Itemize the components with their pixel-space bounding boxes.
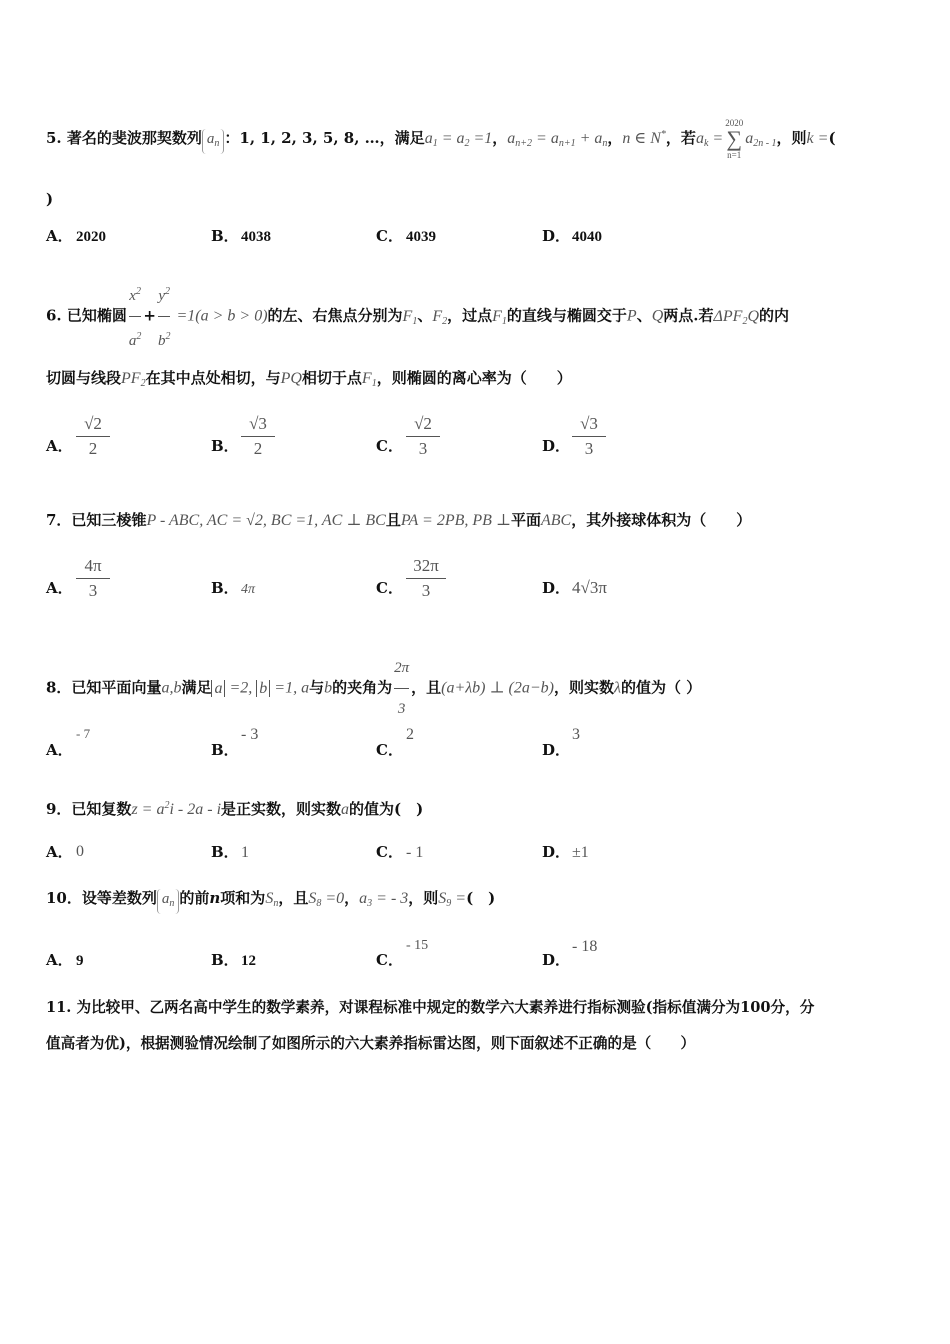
- q5-open-paren: (: [828, 129, 836, 147]
- q6-options: [46, 414, 906, 464]
- option-value: 4039: [406, 229, 436, 245]
- option-value: 2: [406, 726, 414, 743]
- q5-rhs: =1: [469, 130, 493, 147]
- option-value: - 18: [572, 938, 598, 955]
- q5-rec-r1-sub: n+1: [558, 138, 576, 149]
- q6-x-fraction: [129, 272, 142, 361]
- q7-qie: 且: [385, 511, 401, 529]
- option-value: 4√3π: [572, 578, 607, 597]
- option-label: B．: [211, 741, 239, 759]
- option-label: D．: [542, 951, 571, 969]
- q10-n: n: [209, 889, 221, 907]
- q5-k-eq: k =: [806, 130, 829, 147]
- q6-line2-b: 在其中点处相切，与: [145, 369, 281, 387]
- question-11-line2: 值高者为优)，根据测验情况绘制了如图所示的六大素养指标雷达图，则下面叙述不正确的是（ ）: [46, 1035, 696, 1052]
- q10-options: [46, 938, 906, 978]
- q10-text-e: ，则: [408, 889, 439, 907]
- q8-lambda: λ: [614, 679, 621, 697]
- option-label: A．: [46, 437, 73, 455]
- q5-terms: ：1, 1, 2, 3, 5, 8, …，满足: [224, 129, 425, 147]
- q9-text-c: 的值为( ): [349, 800, 424, 818]
- option-label: B．: [211, 843, 239, 861]
- option-label: B．: [211, 437, 239, 455]
- q5-rec-lhs-sub: n+2: [515, 138, 533, 149]
- q5-rec-r1: a: [550, 130, 559, 147]
- q9-text-b: 是正实数，则实数: [221, 800, 342, 818]
- option-value: - 15: [406, 938, 429, 953]
- question-8-stem: [46, 648, 701, 729]
- q6-q: Q: [651, 307, 664, 325]
- q5-rec-eq: =: [532, 130, 551, 147]
- q6-a-sq: 2: [136, 331, 142, 342]
- question-10-stem: [46, 888, 495, 914]
- q8-text-e: ，则实数: [554, 678, 615, 697]
- q10-paren: ( ): [466, 889, 496, 907]
- q6-line2-a: 切圆与线段: [46, 369, 122, 387]
- option-label: D．: [542, 227, 571, 245]
- option-value: 4π: [241, 582, 256, 597]
- q5-sum-term-var: a: [745, 130, 754, 147]
- q7-text-b: ，其外接球体积为（ ）: [571, 511, 752, 529]
- option-value: 9: [76, 953, 84, 969]
- q5-seq-var: a: [206, 131, 215, 147]
- q6-text-c: ，过点: [447, 306, 493, 325]
- q5-rec-r2: a: [594, 130, 603, 147]
- q10-sn: $S_n$: [265, 890, 279, 909]
- option-value: 0: [76, 843, 84, 860]
- option-fraction: $\frac{√3}{2}$: [241, 414, 275, 459]
- q5-ak: [696, 130, 723, 147]
- q5-sum-term: [745, 130, 776, 147]
- q7-options: [46, 556, 906, 606]
- q6-text-f: 的内: [759, 306, 790, 325]
- q6-p: P: [626, 307, 637, 325]
- q6-f1: $F_1$: [402, 307, 418, 327]
- option-label: C．: [376, 437, 403, 455]
- option-label: C．: [376, 951, 403, 969]
- option-label: D．: [542, 579, 571, 597]
- q10-sequence: $a_n$: [157, 889, 180, 914]
- option-label: C．: [376, 579, 403, 597]
- question-5-stem: [46, 118, 836, 160]
- q6-y-sq: 2: [165, 286, 171, 297]
- q8-text-c: 的夹角为: [332, 678, 393, 697]
- q5-ak-var: a: [695, 130, 704, 147]
- q7-pingmian: 平面: [510, 511, 541, 529]
- option-fraction: $\frac{√3}{3}$: [572, 414, 606, 459]
- option-fraction: $\frac{√2}{2}$: [76, 414, 110, 459]
- q5-eq: =: [437, 130, 457, 147]
- q8-perp: (a+λb) ⊥ (2a−b): [441, 679, 555, 697]
- option-value: 4040: [572, 229, 602, 245]
- q5-comma: ，: [492, 129, 508, 147]
- q6-f1-c: $F_1$: [361, 370, 377, 389]
- q8-options: [46, 728, 906, 768]
- option-label: A．: [46, 741, 73, 759]
- option-label: D．: [542, 843, 571, 861]
- q6-dun-2: 、: [636, 306, 652, 325]
- q10-comma: ，: [344, 889, 360, 907]
- q5-sum-symbol: ∑: [726, 126, 743, 151]
- q6-plus: +: [143, 306, 156, 325]
- option-value: 3: [572, 726, 580, 743]
- option-value: 12: [241, 953, 256, 969]
- option-fraction: $\frac{32\pi}{3}$: [406, 556, 446, 601]
- q5-text: 5. 著名的斐波那契数列: [46, 129, 202, 147]
- q5-ze: ，则: [776, 129, 807, 147]
- option-value: ±1: [572, 844, 589, 861]
- option-label: A．: [46, 227, 73, 245]
- q5-ak-eq: =: [708, 130, 724, 147]
- q5-recurrence: [507, 130, 607, 147]
- q6-line2-d: ，则椭圆的离心率为（ ）: [376, 369, 572, 387]
- q10-a3: $a_3$ = - 3: [359, 890, 409, 909]
- q9-text: 9．已知复数: [46, 800, 132, 818]
- option-label: A．: [46, 951, 73, 969]
- option-label: B．: [211, 579, 239, 597]
- q5-n-in: n ∈ N: [622, 130, 661, 147]
- question-6-stem: [46, 272, 789, 361]
- q8-ab: a,b: [161, 679, 182, 697]
- option-label: B．: [211, 227, 239, 245]
- q6-b: b: [157, 333, 166, 349]
- option-label: C．: [376, 227, 403, 245]
- q6-triangle: $\Delta PF_2Q$: [713, 307, 760, 327]
- q5-a1-sub: 1: [432, 138, 438, 149]
- q6-line2-c: 相切于点: [301, 369, 362, 387]
- q6-f2: $F_2$: [432, 307, 448, 327]
- q5-ruo: ，若: [665, 129, 696, 147]
- option-label: D．: [542, 741, 571, 759]
- q7-expr1: P - ABC, AC = √2, BC =1, AC ⊥ BC: [146, 512, 386, 529]
- q6-text-d: 的直线与椭圆交于: [506, 306, 627, 325]
- question-11-line1: 11. 为比较甲、乙两名高中学生的数学素养，对课程标准中规定的数学六大素养进行指标测验(指标值满分为100分，分: [46, 999, 815, 1016]
- q7-abc: ABC: [541, 512, 572, 529]
- q8-text: 8．已知平面向量: [46, 678, 162, 697]
- q5-a2: a: [456, 130, 465, 147]
- option-label: C．: [376, 843, 403, 861]
- q6-pf2: $PF_2$: [121, 370, 146, 389]
- q10-s8: $S_8 =0$: [308, 890, 345, 909]
- q6-text-e: 两点.若: [663, 306, 714, 325]
- option-value: 1: [241, 844, 249, 861]
- option-label: A．: [46, 843, 73, 861]
- q8-b: b: [324, 679, 333, 697]
- q6-x: x: [129, 288, 136, 304]
- q6-a: a: [128, 333, 137, 349]
- option-label: D．: [542, 437, 571, 455]
- q5-a2-sub: 2: [464, 138, 470, 149]
- option-fraction: $\frac{√2}{3}$: [406, 414, 440, 459]
- option-value: 2020: [76, 229, 106, 245]
- q10-text-b: 的前: [179, 889, 210, 907]
- q5-rec-lhs: a: [507, 130, 516, 147]
- q10-text: 10．设等差数列: [46, 889, 157, 907]
- q5-summation: [725, 118, 743, 160]
- q9-complex: $z = a^2i - 2a - i$: [131, 800, 222, 818]
- q6-b-sq: 2: [165, 331, 171, 342]
- q5-n-domain: [622, 130, 666, 147]
- q10-text-d: ，且: [278, 889, 309, 907]
- q5-initial-condition: [425, 130, 493, 147]
- q5-sequence: [202, 129, 225, 154]
- q5-sum-term-sub: 2n - 1: [753, 138, 777, 149]
- option-value: - 7: [76, 726, 91, 741]
- option-label: A．: [46, 579, 73, 597]
- q10-text-c: 项和为: [220, 889, 266, 907]
- question-9-stem: [46, 796, 423, 820]
- q8-text-b: 满足: [181, 678, 212, 697]
- q6-dun: 、: [417, 306, 433, 325]
- q5-ak-sub: k: [703, 138, 709, 149]
- q6-x-sq: 2: [135, 286, 141, 297]
- option-label: C．: [376, 741, 403, 759]
- q5-rec-r2-sub: n: [602, 138, 608, 149]
- q5-options: [46, 214, 906, 254]
- q8-angle: $\frac{2\pi}{3}$: [394, 648, 409, 729]
- q8-text-d: ，且: [411, 678, 442, 697]
- option-fraction: $\frac{4\pi}{3}$: [76, 556, 110, 601]
- q5-a1: a: [424, 130, 433, 147]
- q6-y-fraction: [158, 272, 171, 361]
- q9-a: a: [341, 801, 350, 818]
- q7-expr2: PA = 2PB, PB ⊥: [400, 512, 511, 529]
- q8-yu: 与: [309, 678, 325, 697]
- q6-pq: PQ: [280, 370, 302, 387]
- option-value: - 1: [406, 844, 424, 861]
- q6-condition: =1(a > b > 0): [172, 307, 268, 325]
- option-value: - 3: [241, 726, 259, 743]
- q5-n-star: *: [660, 129, 666, 140]
- q5-rec-plus: +: [575, 130, 595, 147]
- q8-magnitudes: a =2, b =1, a: [211, 680, 309, 697]
- q5-seq-sub: n: [214, 138, 220, 149]
- q10-s9: $S_9$ =: [438, 890, 467, 909]
- q5-comma2: ，: [607, 129, 623, 147]
- q5-sum-bottom: n=1: [727, 150, 742, 160]
- q5-sum-top: 2020: [725, 118, 744, 128]
- q6-y: y: [158, 288, 166, 304]
- q6-text-b: 的左、右焦点分别为: [267, 306, 403, 325]
- q5-close-paren: ): [46, 190, 54, 208]
- question-7-stem: [46, 510, 751, 531]
- q6-f1-b: $F_1$: [492, 307, 507, 327]
- q9-options: [46, 830, 906, 870]
- question-6-line2: [46, 368, 572, 394]
- option-value: 4038: [241, 229, 271, 245]
- q8-text-f: 的值为（ ）: [620, 678, 702, 697]
- option-label: B．: [211, 951, 239, 969]
- q6-text: 6. 已知椭圆: [46, 306, 127, 325]
- q7-text: 7．已知三棱锥: [46, 511, 147, 529]
